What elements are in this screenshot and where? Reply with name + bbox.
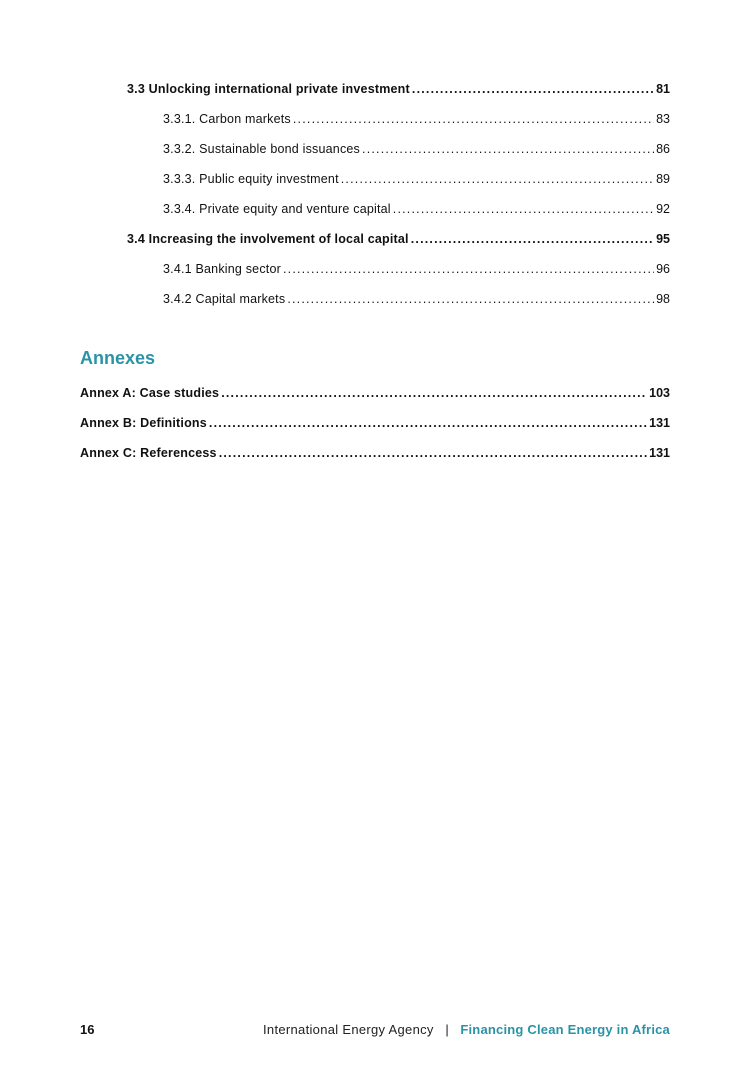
- toc-entry-3-3-4[interactable]: [163, 201, 670, 217]
- toc-dot-leader: [362, 141, 654, 157]
- annex-entry-label: Annex A: Case studies: [80, 386, 220, 400]
- toc-entry-3-4-2[interactable]: [163, 291, 670, 307]
- toc-entry-3-3-2[interactable]: [163, 141, 670, 157]
- toc-entry-page: 89: [656, 172, 670, 186]
- toc-entry-3-3-3[interactable]: [163, 171, 670, 187]
- annex-entry-label: Annex B: Definitions: [80, 416, 207, 430]
- toc-entry-page: 81: [656, 82, 670, 96]
- footer-report-title: Financing Clean Energy in Africa: [460, 1022, 670, 1037]
- toc-entry-page: 98: [656, 292, 670, 306]
- annex-entry-c[interactable]: [80, 445, 670, 461]
- toc-entry-3-3[interactable]: [127, 81, 670, 97]
- toc-dot-leader: [287, 291, 654, 307]
- toc-entry-3-3-1[interactable]: [163, 111, 670, 127]
- toc-dot-leader: [341, 171, 654, 187]
- toc-entry-label: 3.3 Unlocking international private investment: [127, 82, 410, 96]
- toc-dot-leader: [219, 445, 647, 461]
- toc-entry-page: 96: [656, 262, 670, 276]
- toc-entry-label: 3.3.3. Public equity investment: [163, 172, 339, 186]
- toc-dot-leader: [412, 81, 654, 97]
- annexes-heading: Annexes: [80, 348, 156, 368]
- footer-organization: International Energy Agency: [263, 1022, 434, 1037]
- toc-entry-label: 3.3.2. Sustainable bond issuances: [163, 142, 361, 156]
- page-footer: [80, 1022, 670, 1042]
- toc-entry-label: 3.4.2 Capital markets: [163, 292, 286, 306]
- footer-page-number: 16: [80, 1022, 95, 1037]
- footer-right: [263, 1022, 670, 1037]
- footer-separator: |: [445, 1022, 449, 1037]
- toc-entry-3-4-1[interactable]: [163, 261, 670, 277]
- toc-dot-leader: [209, 415, 647, 431]
- toc-entry-page: 95: [656, 232, 670, 246]
- annex-entry-page: 131: [649, 416, 670, 430]
- toc-dot-leader: [411, 231, 654, 247]
- annex-entry-label: Annex C: Referencess: [80, 446, 217, 460]
- toc-entry-label: 3.4.1 Banking sector: [163, 262, 281, 276]
- toc-dot-leader: [293, 111, 654, 127]
- annex-entry-page: 103: [649, 386, 670, 400]
- toc-entry-3-4[interactable]: [127, 231, 670, 247]
- toc-entry-page: 86: [656, 142, 670, 156]
- annex-entry-page: 131: [649, 446, 670, 460]
- toc-dot-leader: [393, 201, 654, 217]
- annex-entry-a[interactable]: [80, 385, 670, 401]
- toc-entry-label: 3.3.4. Private equity and venture capital: [163, 202, 391, 216]
- toc-entry-page: 83: [656, 112, 670, 126]
- toc-entry-label: 3.4 Increasing the involvement of local capital: [127, 232, 409, 246]
- toc-dot-leader: [283, 261, 654, 277]
- annex-entry-b[interactable]: [80, 415, 670, 431]
- toc-entry-label: 3.3.1. Carbon markets: [163, 112, 291, 126]
- toc-dot-leader: [221, 385, 647, 401]
- toc-entry-page: 92: [656, 202, 670, 216]
